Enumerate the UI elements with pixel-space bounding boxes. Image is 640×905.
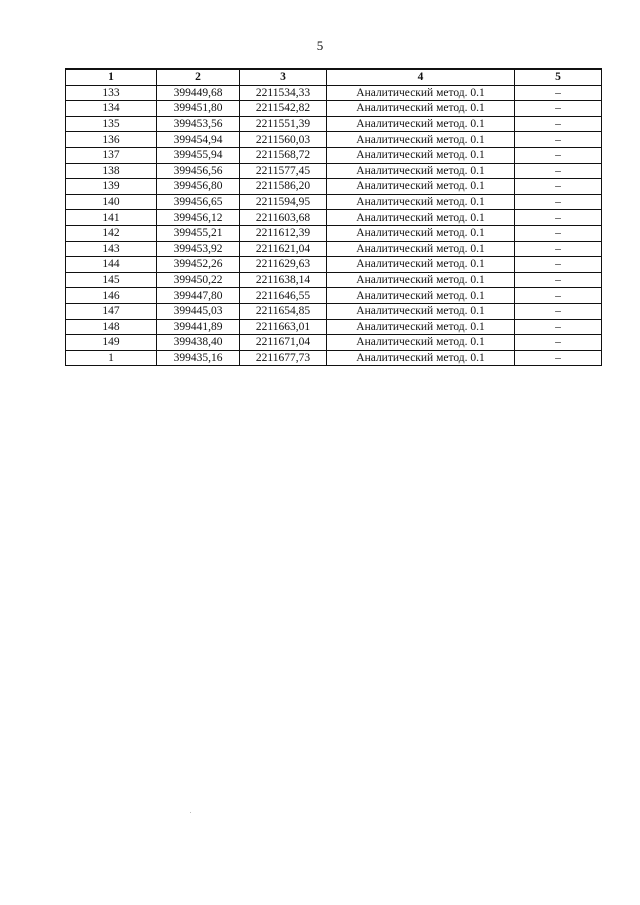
cell-description: –: [515, 194, 602, 210]
cell-x-coordinate: 399450,22: [157, 272, 240, 288]
table-row: [66, 194, 602, 210]
cell-y-coordinate: 2211629,63: [240, 257, 327, 273]
header-cell-description: 5: [515, 69, 602, 85]
cell-description: –: [515, 132, 602, 148]
table-row: [66, 179, 602, 195]
cell-description: –: [515, 335, 602, 351]
cell-y-coordinate: 2211612,39: [240, 225, 327, 241]
cell-point-number: 1: [66, 350, 157, 366]
cell-description: –: [515, 147, 602, 163]
cell-point-number: 137: [66, 147, 157, 163]
cell-y-coordinate: 2211671,04: [240, 335, 327, 351]
cell-description: –: [515, 101, 602, 117]
cell-point-number: 142: [66, 225, 157, 241]
cell-y-coordinate: 2211534,33: [240, 85, 327, 101]
cell-point-number: 139: [66, 179, 157, 195]
cell-x-coordinate: 399441,89: [157, 319, 240, 335]
cell-description: –: [515, 179, 602, 195]
cell-point-number: 144: [66, 257, 157, 273]
cell-description: –: [515, 163, 602, 179]
table-row: [66, 147, 602, 163]
cell-point-number: 138: [66, 163, 157, 179]
cell-x-coordinate: 399456,56: [157, 163, 240, 179]
cell-method: Аналитический метод. 0.1: [327, 272, 515, 288]
cell-method: Аналитический метод. 0.1: [327, 350, 515, 366]
cell-method: Аналитический метод. 0.1: [327, 225, 515, 241]
header-cell-x: 2: [157, 69, 240, 85]
cell-description: –: [515, 257, 602, 273]
cell-description: –: [515, 350, 602, 366]
cell-y-coordinate: 2211586,20: [240, 179, 327, 195]
cell-method: Аналитический метод. 0.1: [327, 179, 515, 195]
cell-point-number: 136: [66, 132, 157, 148]
cell-description: –: [515, 116, 602, 132]
table-row: [66, 101, 602, 117]
table-row: [66, 163, 602, 179]
cell-method: Аналитический метод. 0.1: [327, 288, 515, 304]
cell-x-coordinate: 399454,94: [157, 132, 240, 148]
cell-y-coordinate: 2211542,82: [240, 101, 327, 117]
table-body: [66, 85, 602, 366]
cell-method: Аналитический метод. 0.1: [327, 319, 515, 335]
table-row: [66, 335, 602, 351]
cell-description: –: [515, 319, 602, 335]
cell-y-coordinate: 2211663,01: [240, 319, 327, 335]
cell-x-coordinate: 399449,68: [157, 85, 240, 101]
cell-x-coordinate: 399447,80: [157, 288, 240, 304]
table-row: [66, 350, 602, 366]
cell-y-coordinate: 2211638,14: [240, 272, 327, 288]
cell-description: –: [515, 210, 602, 226]
cell-point-number: 143: [66, 241, 157, 257]
cell-description: –: [515, 241, 602, 257]
cell-y-coordinate: 2211551,39: [240, 116, 327, 132]
table-row: [66, 225, 602, 241]
coordinates-table: [65, 68, 602, 366]
cell-method: Аналитический метод. 0.1: [327, 241, 515, 257]
cell-method: Аналитический метод. 0.1: [327, 257, 515, 273]
cell-point-number: 146: [66, 288, 157, 304]
cell-method: Аналитический метод. 0.1: [327, 101, 515, 117]
cell-y-coordinate: 2211603,68: [240, 210, 327, 226]
header-cell-y: 3: [240, 69, 327, 85]
cell-method: Аналитический метод. 0.1: [327, 163, 515, 179]
cell-x-coordinate: 399455,21: [157, 225, 240, 241]
cell-method: Аналитический метод. 0.1: [327, 194, 515, 210]
cell-y-coordinate: 2211568,72: [240, 147, 327, 163]
cell-point-number: 140: [66, 194, 157, 210]
cell-x-coordinate: 399453,92: [157, 241, 240, 257]
table-row: [66, 272, 602, 288]
cell-x-coordinate: 399456,12: [157, 210, 240, 226]
table-row: [66, 257, 602, 273]
cell-point-number: 147: [66, 303, 157, 319]
cell-method: Аналитический метод. 0.1: [327, 147, 515, 163]
cell-x-coordinate: 399451,80: [157, 101, 240, 117]
cell-point-number: 135: [66, 116, 157, 132]
cell-x-coordinate: 399455,94: [157, 147, 240, 163]
cell-x-coordinate: 399445,03: [157, 303, 240, 319]
cell-point-number: 145: [66, 272, 157, 288]
cell-point-number: 141: [66, 210, 157, 226]
cell-y-coordinate: 2211677,73: [240, 350, 327, 366]
cell-method: Аналитический метод. 0.1: [327, 85, 515, 101]
cell-y-coordinate: 2211646,55: [240, 288, 327, 304]
cell-point-number: 133: [66, 85, 157, 101]
table-row: [66, 85, 602, 101]
cell-point-number: 134: [66, 101, 157, 117]
cell-x-coordinate: 399435,16: [157, 350, 240, 366]
cell-method: Аналитический метод. 0.1: [327, 335, 515, 351]
table-row: [66, 303, 602, 319]
cell-x-coordinate: 399456,65: [157, 194, 240, 210]
table-row: [66, 319, 602, 335]
table-row: [66, 241, 602, 257]
table-row: [66, 288, 602, 304]
cell-description: –: [515, 225, 602, 241]
cell-method: Аналитический метод. 0.1: [327, 303, 515, 319]
cell-y-coordinate: 2211577,45: [240, 163, 327, 179]
cell-x-coordinate: 399438,40: [157, 335, 240, 351]
page-number: 5: [316, 38, 324, 53]
scan-speck: [190, 812, 191, 813]
cell-x-coordinate: 399456,80: [157, 179, 240, 195]
header-row: [66, 69, 602, 85]
table-row: [66, 116, 602, 132]
cell-y-coordinate: 2211654,85: [240, 303, 327, 319]
cell-x-coordinate: 399453,56: [157, 116, 240, 132]
cell-description: –: [515, 85, 602, 101]
header-cell-method: 4: [327, 69, 515, 85]
cell-y-coordinate: 2211621,04: [240, 241, 327, 257]
cell-point-number: 148: [66, 319, 157, 335]
table-header: [66, 69, 602, 85]
table-row: [66, 132, 602, 148]
cell-y-coordinate: 2211594,95: [240, 194, 327, 210]
cell-y-coordinate: 2211560,03: [240, 132, 327, 148]
table-row: [66, 210, 602, 226]
cell-method: Аналитический метод. 0.1: [327, 116, 515, 132]
cell-description: –: [515, 272, 602, 288]
header-cell-point-number: 1: [66, 69, 157, 85]
cell-method: Аналитический метод. 0.1: [327, 132, 515, 148]
cell-description: –: [515, 288, 602, 304]
cell-point-number: 149: [66, 335, 157, 351]
cell-method: Аналитический метод. 0.1: [327, 210, 515, 226]
cell-description: –: [515, 303, 602, 319]
cell-x-coordinate: 399452,26: [157, 257, 240, 273]
